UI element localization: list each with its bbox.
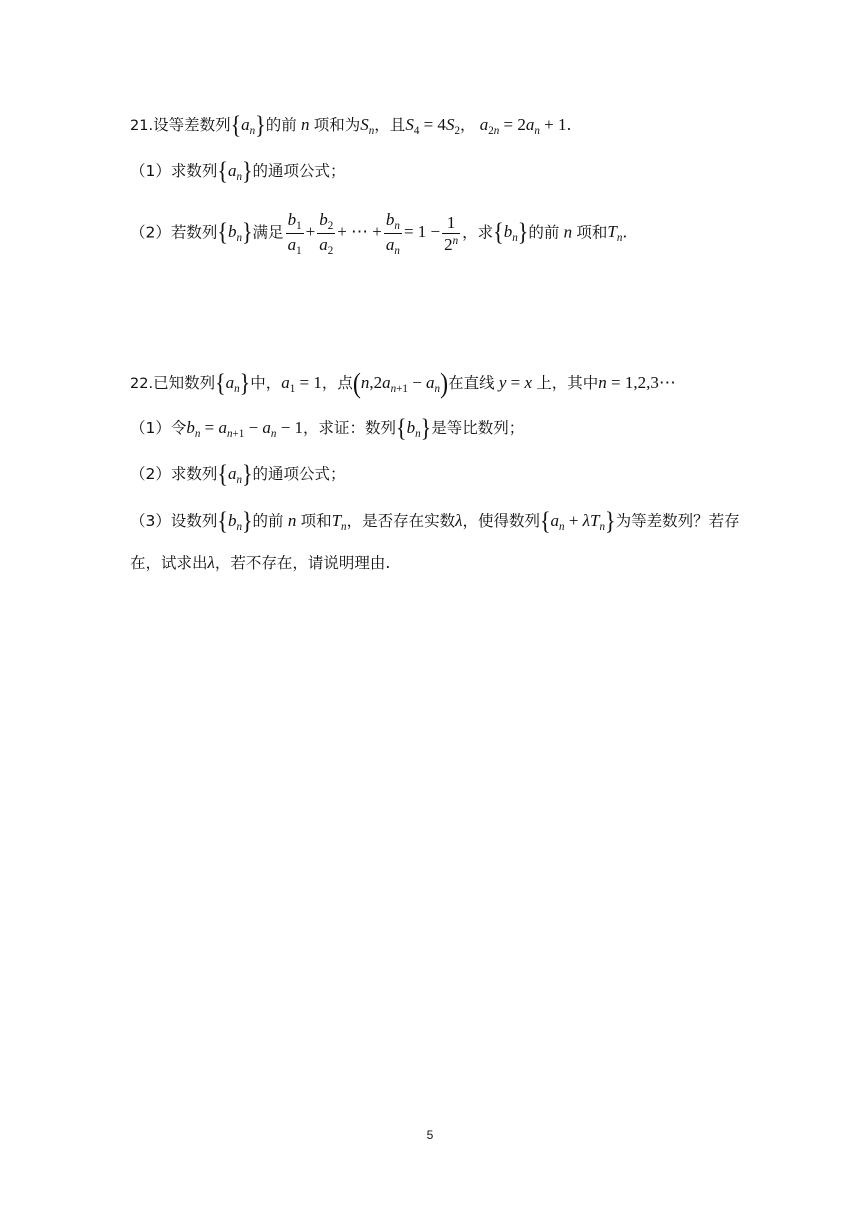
question-22-part-1: （1）令$b_n = a_{n+1} - a_n - 1$，求证：数列$\{b_n\}$是等比数列； xyxy=(130,413,525,442)
formula-s4: $S_4 = 4S_2$ xyxy=(405,115,460,137)
formula-bn: $b_n = a_{n+1} - a_n - 1$ xyxy=(186,418,304,440)
question-number: 22. xyxy=(130,376,154,392)
formula-line: y = x xyxy=(494,373,537,392)
question-21-part-2: （2）若数列$\{b_n\}$满足 $\frac{b_1}{a_1}$ + $\frac{b_2}{a_2}$ + ⋯ + $\frac{b_n}{a_n}$ = 1 − $\frac{1}{2^n}$ ，求$\{b_n\}$的前 n 项和$T_n$. xyxy=(130,210,628,257)
page-number: 5 xyxy=(426,1128,434,1142)
question-21-stem: 21.设等差数列$\{a_n\}$的前 n 项和为$S_n$，且$S_4 = 4S_2$， $a_{2n} = 2a_n + 1$. xyxy=(130,110,572,139)
question-22-part-3-cont: 在，试求出λ，若不存在，请说明理由. xyxy=(130,553,391,572)
formula-point: $(n,2a_{n+1} - a_n)$ xyxy=(352,368,449,400)
question-22-stem: 22.已知数列$\{a_n\}$中，$a_1 = 1$，点$(n,2a_{n+1} - a_n)$在直线 y = x 上，其中n = 1,2,3⋯ xyxy=(130,368,676,400)
formula-an-lambda-tn: $\{a_n + \lambda T_n\}$ xyxy=(539,506,616,535)
question-22-part-3: （3）设数列$\{b_n\}$的前 n 项和$T_n$，是否存在实数λ，使得数列$\{a_n + \lambda T_n\}$为等差数列？若存 xyxy=(130,506,740,535)
formula-a2n: $a_{2n} = 2a_n + 1$ xyxy=(475,115,567,137)
question-number: 21. xyxy=(130,118,154,134)
formula-seq-a: $\{a_n\}$ xyxy=(230,110,266,139)
question-21-part-1: （1）求数列$\{a_n\}$的通项公式； xyxy=(130,156,346,185)
question-22-part-2: （2）求数列$\{a_n\}$的通项公式； xyxy=(130,459,346,488)
formula-n-range: n = 1,2,3⋯ xyxy=(598,373,676,392)
formula-a1: $a_1 = 1$ xyxy=(281,373,322,395)
formula-sum-fractions: $\frac{b_1}{a_1}$ + $\frac{b_2}{a_2}$ + ⋯ + $\frac{b_n}{a_n}$ = 1 − $\frac{1}{2^n}$ xyxy=(287,210,459,257)
